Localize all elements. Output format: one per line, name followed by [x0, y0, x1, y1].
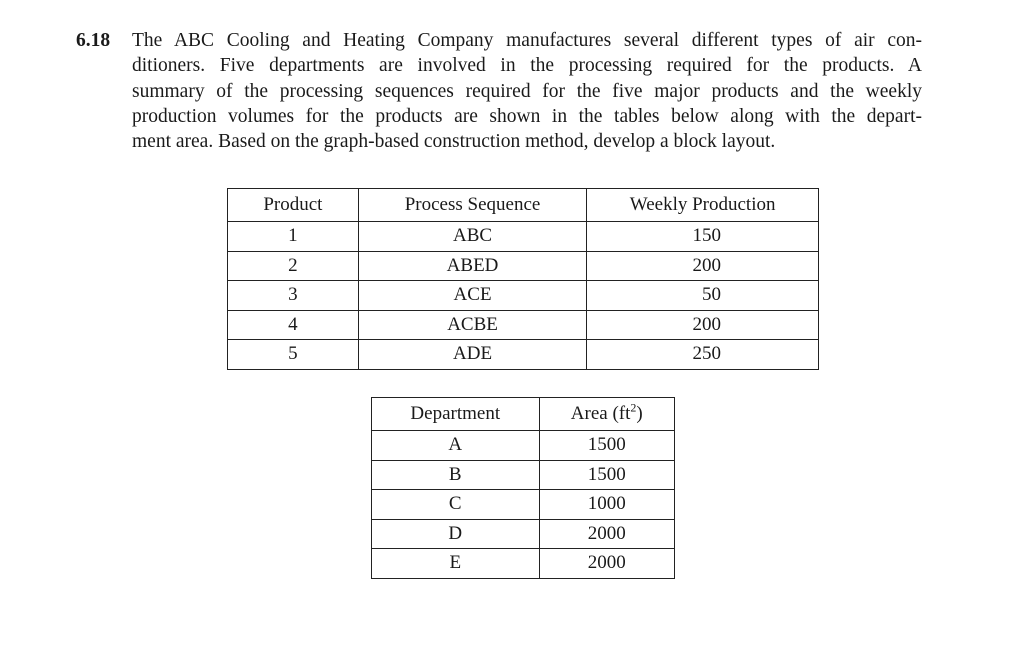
area-header-exponent: 2 — [630, 400, 637, 415]
sequence-cell: ADE — [358, 340, 587, 370]
product-cell: 4 — [228, 310, 359, 340]
column-header-weekly-production: Weekly Production — [587, 189, 819, 222]
department-area-table — [371, 397, 675, 579]
weekly-production-cell: 150 — [587, 222, 819, 252]
sequence-cell: ABC — [358, 222, 587, 252]
product-cell: 1 — [228, 222, 359, 252]
area-cell: 2000 — [539, 519, 674, 549]
table-row — [228, 222, 819, 252]
table-header-row — [228, 189, 819, 222]
area-cell: 1500 — [539, 431, 674, 461]
column-header-department: Department — [372, 398, 540, 431]
department-cell: D — [372, 519, 540, 549]
area-cell: 2000 — [539, 549, 674, 579]
area-header-text: Area (ft — [570, 403, 631, 424]
department-cell: A — [372, 431, 540, 461]
weekly-production-cell: 250 — [587, 340, 819, 370]
production-table — [227, 188, 819, 370]
sequence-cell: ACE — [358, 281, 587, 311]
table-row — [372, 431, 675, 461]
weekly-production-cell: 50 — [587, 281, 819, 311]
department-cell: B — [372, 460, 540, 490]
table-row — [228, 340, 819, 370]
weekly-production-cell: 200 — [587, 310, 819, 340]
table-row — [372, 549, 675, 579]
table-row — [372, 460, 675, 490]
table-row — [228, 310, 819, 340]
problem-text-line: production volumes for the products are shown in the tables below along with the depart- — [132, 105, 922, 127]
weekly-production-cell: 200 — [587, 251, 819, 281]
table-row — [228, 281, 819, 311]
problem-text-line: ditioners. Five departments are involved in the processing required for the products. A — [132, 55, 922, 77]
table-row — [228, 251, 819, 281]
sequence-cell: ABED — [358, 251, 587, 281]
product-cell: 5 — [228, 340, 359, 370]
problem-number: 6.18 — [76, 30, 111, 51]
column-header-area — [539, 398, 674, 431]
table-header-row — [372, 398, 675, 431]
problem-text-line: summary of the processing sequences required for the five major products and the weekly — [132, 80, 922, 102]
department-cell: E — [372, 549, 540, 579]
problem-text-line: ment area. Based on the graph-based construction method, develop a block layout. — [132, 131, 776, 153]
problem-text — [132, 28, 922, 154]
column-header-product: Product — [228, 189, 359, 222]
department-cell: C — [372, 490, 540, 520]
problem-text-line: The ABC Cooling and Heating Company manufactures several different types of air con- — [132, 30, 922, 51]
table-row — [372, 490, 675, 520]
area-header-close: ) — [636, 403, 643, 424]
column-header-process-sequence: Process Sequence — [358, 189, 587, 222]
area-cell: 1500 — [539, 460, 674, 490]
sequence-cell: ACBE — [358, 310, 587, 340]
product-cell: 3 — [228, 281, 359, 311]
table-row — [372, 519, 675, 549]
area-cell: 1000 — [539, 490, 674, 520]
product-cell: 2 — [228, 251, 359, 281]
